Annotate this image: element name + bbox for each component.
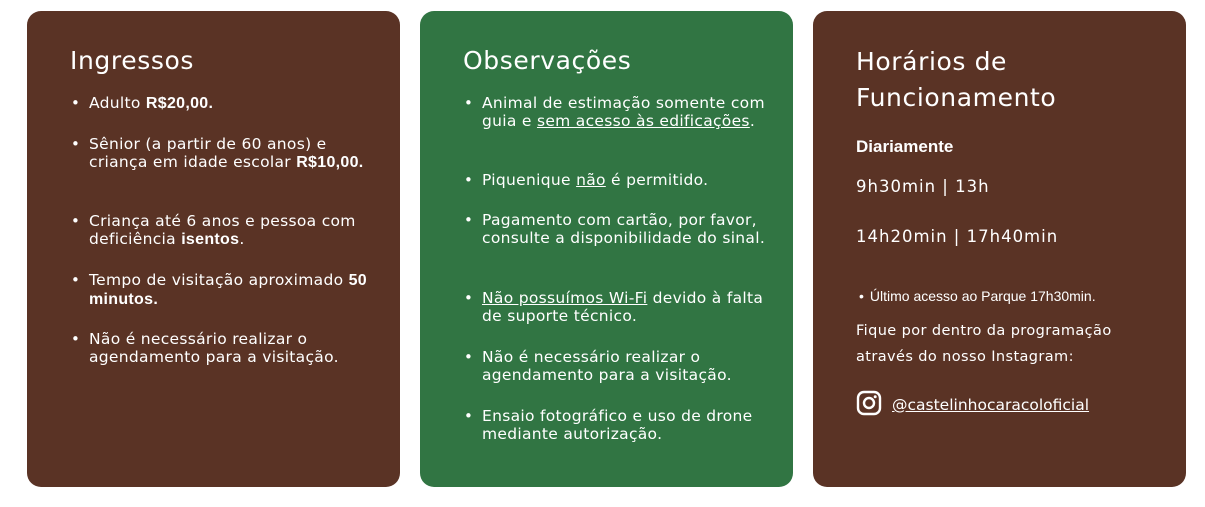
notes-card — [420, 11, 793, 487]
visit-duration: 50 minutos. — [89, 272, 367, 308]
list-item-adult: • Adulto R$20,00. — [89, 94, 382, 113]
list-item-no-booking: • Não é necessário realizar o agendamento para a visitação. — [482, 348, 775, 384]
list-item-no-booking: • Não é necessário realizar o agendamento para a visitação. — [89, 330, 382, 366]
list-item-picnic: • Piquenique não é permitido. — [482, 171, 775, 189]
adult-price: R$20,00. — [145, 95, 214, 112]
instagram-follow-text: Fique por dentro da programação através do nosso Instagram: — [856, 323, 1112, 365]
instagram-row — [856, 392, 1089, 418]
opening-hours-card — [813, 11, 1186, 487]
opening-hours-title: Horários de Funcionamento — [856, 47, 1057, 112]
list-item-wifi: • Não possuímos Wi-Fi devido à falta de suporte técnico. — [482, 289, 775, 325]
list-item-exempt: • Criança até 6 anos e pessoa com deficiência isentos. — [89, 212, 382, 249]
morning-hours: 9h30min | 13h — [856, 177, 990, 196]
picnic-not-allowed-link[interactable]: não — [576, 171, 606, 189]
senior-price: R$10,00. — [296, 154, 364, 171]
daily-label: Diariamente — [856, 137, 954, 156]
list-item-senior: • Sênior (a partir de 60 anos) e criança em idade escolar R$10,00. — [89, 135, 382, 172]
last-access-note: • Último acesso ao Parque 17h30min. — [859, 288, 1096, 304]
tickets-card — [27, 11, 400, 487]
instagram-icon[interactable] — [856, 390, 882, 420]
no-wifi-link[interactable]: Não possuímos Wi-Fi — [482, 289, 648, 307]
list-item-pets: • Animal de estimação somente com guia e sem acesso às edificações. — [482, 94, 775, 130]
exempt-label: isentos — [181, 231, 240, 248]
list-item-photo-drone: • Ensaio fotográfico e uso de drone mediante autorização. — [482, 407, 775, 443]
instagram-handle-link[interactable]: @castelinhocaracoloficial — [892, 396, 1090, 414]
tickets-title: Ingressos — [70, 46, 194, 75]
notes-title: Observações — [463, 46, 632, 75]
list-item-visit-time: • Tempo de visitação aproximado 50 minutos. — [89, 271, 382, 309]
afternoon-hours: 14h20min | 17h40min — [856, 227, 1059, 246]
no-building-access-link[interactable]: sem acesso às edificações — [536, 112, 750, 130]
list-item-card-payment: • Pagamento com cartão, por favor, consulte a disponibilidade do sinal. — [482, 211, 775, 247]
